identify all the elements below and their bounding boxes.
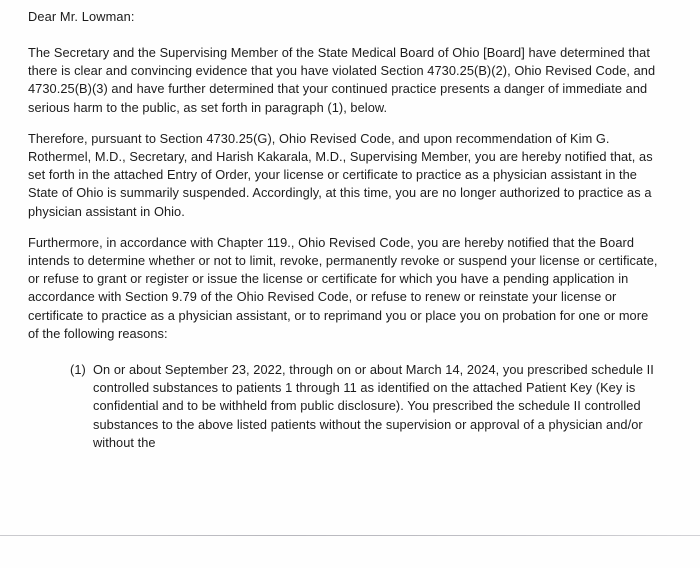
allegation-item — [70, 361, 660, 452]
allegation-marker: (1) — [70, 362, 86, 378]
allegations-list — [28, 361, 658, 452]
page-footer-rule — [0, 535, 700, 536]
letter-body — [28, 8, 658, 452]
allegation-text: On or about September 23, 2022, through on or about March 14, 2024, you prescribed schedule II controlled substances to patients 1 through 11 as identified on the attached Patient Key (Key is confidential and to be withheld from public disclosure). You prescribed the schedule II controlled substances to the above listed patients without the supervision or approval of a physician and/or without the — [93, 362, 654, 450]
paragraph-summary-suspension: Therefore, pursuant to Section 4730.25(G), Ohio Revised Code, and upon recommendation of Kim G. Rothermel, M.D., Secretary, and Harish Kakarala, M.D., Supervising Member, you are hereby notified that, as set forth in the attached Entry of Order, your license or certificate to practice as a physician assistant in the State of Ohio is summarily suspended. Accordingly, at this time, you are no longer authorized to practice as a physician assistant in Ohio. — [28, 130, 653, 219]
salutation-line: Dear Mr. Lowman: — [28, 9, 135, 24]
paragraph-violation-finding: The Secretary and the Supervising Member of the State Medical Board of Ohio [Board] have determined that there is clear and convincing evidence that you have violated Section 4730.25(B)(2), Ohio Revised Code, and 4730.25(B)(3) and have further determined that your continued practice presents a danger of immediate and serious harm to the public, as set forth in paragraph (1), below. — [28, 45, 656, 115]
paragraph-board-intent: Furthermore, in accordance with Chapter 119., Ohio Revised Code, you are hereby notified that the Board intends to determine whether or not to limit, revoke, permanently revoke or suspend your license or certificate, or refuse to grant or register or issue the license or certificate for which you have a pending application in accordance with Section 9.79 of the Ohio Revised Code, or refuse to renew or reinstate your license or certificate to practice as a physician assistant, or to reprimand you or place you on probation for one or more of the following reasons: — [28, 234, 658, 341]
